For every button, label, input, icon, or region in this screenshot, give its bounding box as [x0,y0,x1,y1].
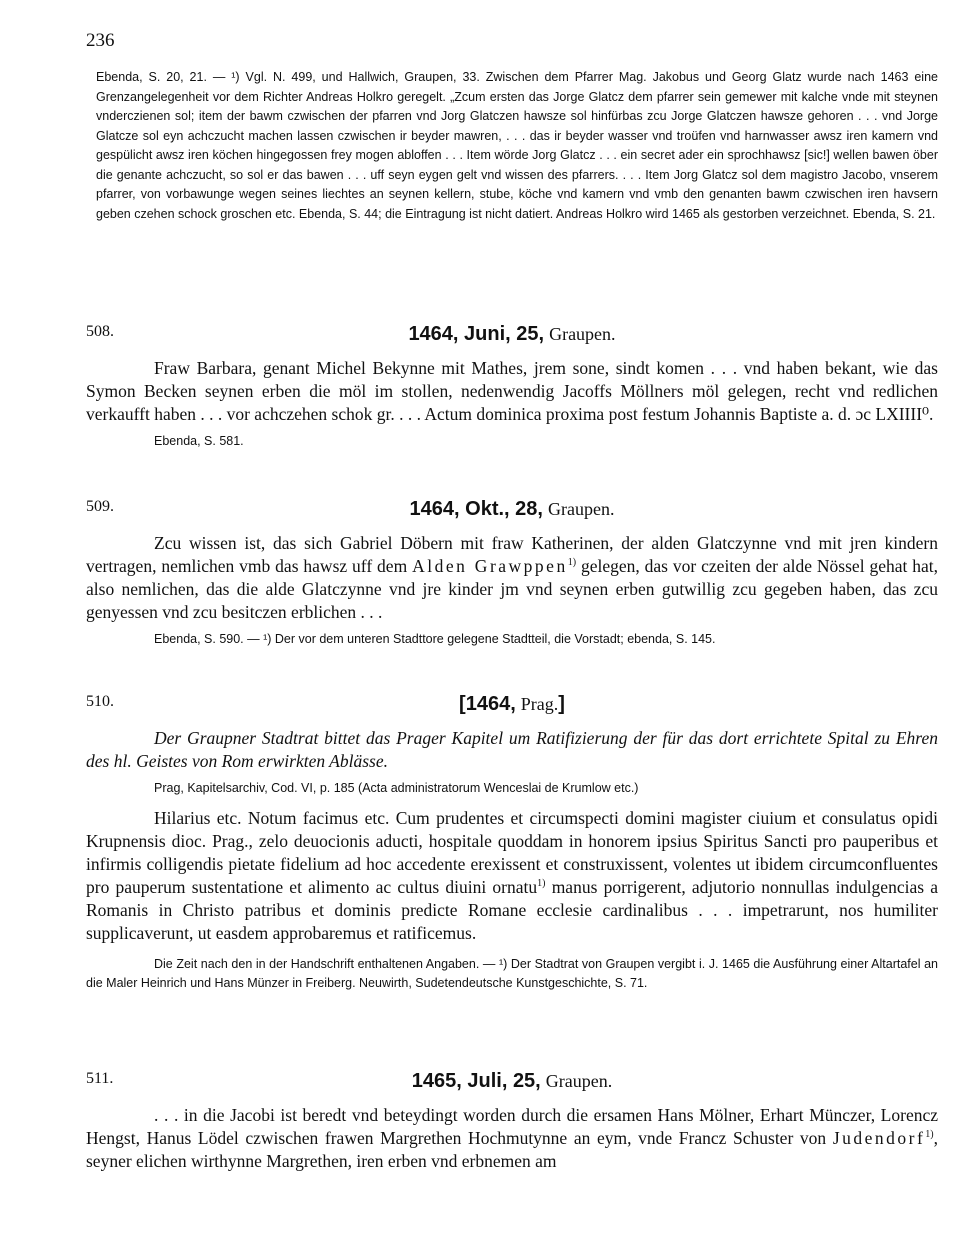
entry-text-part: Zcu wissen ist, das sich Gabriel Döbern mit fraw Katherinen, der alden Glatczynne vnd mit jren kindern vertragen, nemlichen vmb das hawsz uff dem [86,533,938,576]
spaced-place-name: Judendorf [832,1128,926,1148]
entry-source: Prag, Kapitelsarchiv, Cod. VI, p. 185 (Acta administratorum Wenceslai de Krumlow etc.) [154,781,639,795]
entry-place: Graupen. [545,1071,613,1091]
entry-text-part: , seyner elichen wirthynne Margrethen, iren erben vnd erbnemen am [86,1128,939,1171]
entry-date-bold: 1464, Juni, 25, [408,323,545,345]
entry-510 [86,693,938,994]
footnote-mark: 1) [567,557,577,569]
entry-place: Graupen. [547,499,615,519]
entry-text [86,807,938,945]
entry-date-bold: 1464, [465,693,516,715]
entry-text [86,1104,938,1173]
entry-heading [86,1070,938,1104]
entry-text-part: Hilarius etc. Notum facimus etc. Cum prudentes et circumspecti domini magister ciuium et consulatus opidi Krupnensis dioc. Prag., zelo deuocionis aducti, hospitale quoddam in honorem ipsius Spiritus Sancti pro pauperibus et infirmis colligendis pietate fidelium ad hoc accedente erexissent et construxissent, volentes ut ibidem circumconfluentes pro pauperum sustentatione et alimento ac cultus diuini ornatu [86,807,938,897]
entry-place: Graupen. [549,324,616,344]
entry-date [86,323,938,346]
entry-509 [86,498,938,650]
entry-date-bracket-open: [ [459,693,466,715]
entry-source: Ebenda, S. 590. — ¹) Der vor dem unteren Stadttore gelegene Stadtteil, die Vorstadt; ebenda, S. 145. [154,632,716,646]
entry-number: 510. [86,693,114,710]
entry-source: Ebenda, S. 581. [154,434,244,448]
entry-text-part: gelegen, das vor czeiten der alde Nössel gehat hat, also nemlichen, das die alde Glatczynne vnd jre kinder jm vnd seynen erben gutwillig zcu gegeben haben, das zcu genyessen vnd zcu besitczen erblichen . . . [86,556,939,622]
entry-heading [86,323,938,357]
page-number: 236 [86,30,115,51]
spaced-place-name: Alden Grawppen [412,556,568,576]
entry-footnote: Die Zeit nach den in der Handschrift enthaltenen Angaben. — ¹) Der Stadtrat von Graupen vergibt i. J. 1465 die Ausführung einer Altartafel an die Maler Heinrich und Hans Münzer in Freiberg. Neuwirth, Sudetendeutsche Kunstgeschichte, S. 71. [86,956,938,990]
entry-text-part: . . . in die Jacobi ist beredt vnd beteydingt worden durch die ersamen Hans Mölner, Erhart Münczer, Lorencz Hengst, Hanus Lödel czwischen frawen Margrethen Hochmutynne an eym, vnde Francz Schuster von [86,1105,938,1148]
entry-heading [86,498,938,532]
entry-date-bold: 1464, Okt., 28, [409,498,543,520]
entry-date [86,693,938,716]
entry-508 [86,323,938,452]
entry-number: 508. [86,323,114,340]
entry-heading [86,693,938,727]
entry-place: Prag. [520,694,559,714]
top-footnote: Ebenda, S. 20, 21. — ¹) Vgl. N. 499, und Hallwich, Graupen, 33. Zwischen dem Pfarrer Mag. Jakobus und Georg Glatz wurde nach 1463 eine Grenzangelegenheit vor dem Richter Andreas Holkro geregelt. „Zcum ersten das Jorge Glatcz dem pfarrer sein gemewer mit kalche vnde mit steynen vnderczienen sol; item der bawm czwischen der pfarren vnd Jorg Glatczen hawsze sol hinfürbas zcu Jorge Glatczen hawsze gehoren . . . vnd Jorge Glatcze sol eyn achczucht machen lassen czwischen ir beyder mawren, . . . das ir beyder wasser vnd troüfen vnd harnwasser awsz iren kamern vnd gespülicht awsz iren köchen hingegossen frey mogen abloffen . . . Item wörde Jorg Glatcz . . . ein secret ader ein sprochhawsz [sic!] wellen bawen öber die genante achczucht, so sol er das bawen . . . uff seyn eygen gelt vnd wissen des pfarrers. . . . Item Jorg Glatcz sol dem magistro Jacobo, vnserem pfarrer, von vorbawunge wegen seines liechtes an seynen kellern, stube, köche vnd kamern vnd vmb den genanten bawm czwischen iren havsern geben czehen schock groschen etc. Ebenda, S. 44; die Eintragung ist nicht datiert. Andreas Holkro wird 1465 als gestorben verzeichnet. Ebenda, S. 21. [96,70,938,221]
entry-summary: Der Graupner Stadtrat bittet das Prager Kapitel um Ratifizierung der für das dort errichtete Spital zu Ehren des hl. Geistes von Rom erwirkten Ablässe. [86,728,938,771]
entry-number: 511. [86,1070,114,1087]
entry-text [86,532,938,624]
entry-date-bold: 1465, Juli, 25, [411,1070,541,1092]
entry-number: 509. [86,498,114,515]
entry-text-part: manus porrigerent, adjutorio nonnullas indulgencias a Romanis in Christo patribus et dominis predicte Romane ecclesie cardinalibus . . . impetrarunt, nos humiliter supplicaverunt, ut easdem approbaremus et ratificemus. [86,876,939,943]
entry-date [86,498,938,521]
footnote-mark: 1) [537,877,546,889]
entry-511 [86,1070,938,1173]
footnote-mark: 1) [925,1129,934,1141]
entry-date [86,1070,938,1093]
entry-text: Fraw Barbara, genant Michel Bekynne mit Mathes, jrem sone, sindt komen . . . vnd haben bekant, wie das Symon Becken seynen erben die möl im stollen, nedenwendig Jacoffs Möllners möl gelegen, recht vnd redlichen verkaufft haben . . . vor achczehen schok gr. . . . Actum dominica proxima post festum Johannis Baptiste a. d. ɔc LXIIII⁰. [86,358,938,424]
entry-date-bracket-close: ] [558,693,565,715]
